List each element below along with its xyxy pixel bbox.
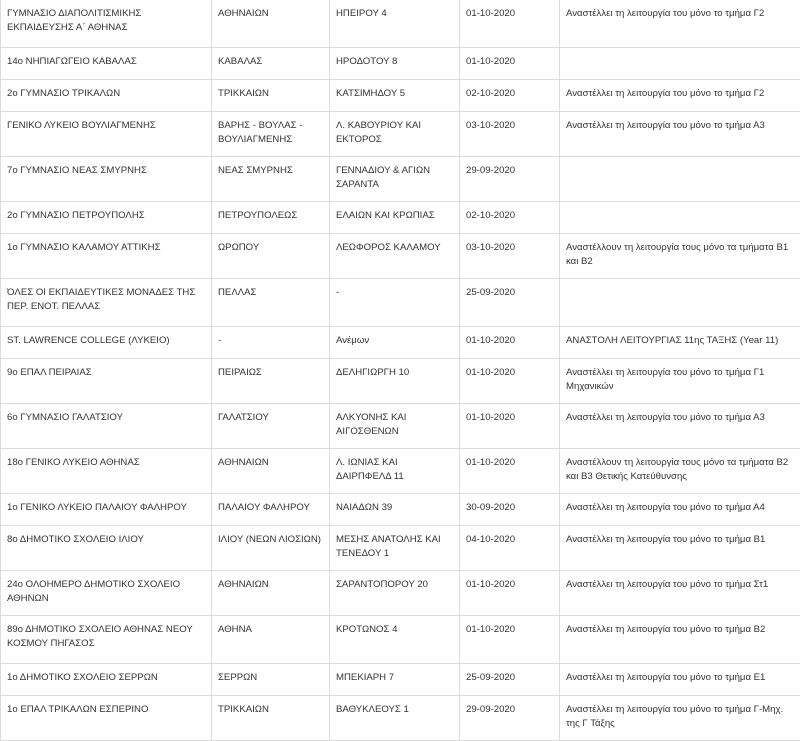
- date-cell: 30-09-2020: [460, 494, 560, 526]
- note-cell: Αναστέλλει τη λειτουργία του μόνο το τμήμα Α4: [560, 494, 800, 526]
- municipality-cell: -: [212, 327, 330, 359]
- note-cell: Αναστέλλουν τη λειτουργία τους μόνο τα τμήματα Β1 και Β2: [560, 234, 800, 279]
- school-name-cell: 9ο ΕΠΑΛ ΠΕΙΡΑΙΑΣ: [1, 359, 212, 404]
- school-name-cell: 1ο ΕΠΑΛ ΤΡΙΚΑΛΩΝ ΕΣΠΕΡΙΝΟ: [1, 696, 212, 741]
- table-row: [1, 404, 800, 449]
- school-name-cell: 8ο ΔΗΜΟΤΙΚΟ ΣΧΟΛΕΙΟ ΙΛΙΟΥ: [1, 526, 212, 571]
- municipality-cell: ΣΕΡΡΩΝ: [212, 664, 330, 696]
- school-name-cell: ST. LAWRENCE COLLEGE (ΛΥΚΕΙΟ): [1, 327, 212, 359]
- note-cell: Αναστέλλει τη λειτουργία του μόνο το τμήμα Α3: [560, 112, 800, 157]
- table-row: [1, 696, 800, 741]
- address-cell: ΓΕΝΝΑΔΙΟΥ & ΑΓΙΩΝ ΣΑΡΑΝΤΑ: [330, 157, 460, 202]
- address-cell: ΒΑΘΥΚΛΕΟΥΣ 1: [330, 696, 460, 741]
- date-cell: 01-10-2020: [460, 48, 560, 80]
- table-row: [1, 449, 800, 494]
- date-cell: 01-10-2020: [460, 359, 560, 404]
- note-cell: Αναστέλλει τη λειτουργία του μόνο το τμήμα Γ-Μηχ. της Γ Τάξης: [560, 696, 800, 741]
- table-row: [1, 359, 800, 404]
- note-cell: Αναστέλλει τη λειτουργία του μόνο το τμήμα Β2: [560, 616, 800, 664]
- date-cell: 01-10-2020: [460, 0, 560, 48]
- table-row: [1, 0, 800, 48]
- address-cell: Λ. ΚΑΒΟΥΡΙΟΥ ΚΑΙ ΕΚΤΟΡΟΣ: [330, 112, 460, 157]
- table-row: [1, 279, 800, 327]
- municipality-cell: ΤΡΙΚΚΑΙΩΝ: [212, 696, 330, 741]
- table-row: [1, 234, 800, 279]
- date-cell: 01-10-2020: [460, 616, 560, 664]
- table-row: [1, 157, 800, 202]
- school-name-cell: ΓΥΜΝΑΣΙΟ ΔΙΑΠΟΛΙΤΙΣΜΙΚΗΣ ΕΚΠΑΙΔΕΥΣΗΣ Α΄ ΑΘΗΝΑΣ: [1, 0, 212, 48]
- municipality-cell: ΒΑΡΗΣ - ΒΟΥΛΑΣ - ΒΟΥΛΙΑΓΜΕΝΗΣ: [212, 112, 330, 157]
- date-cell: 04-10-2020: [460, 526, 560, 571]
- address-cell: ΑΛΚΥΟΝΗΣ ΚΑΙ ΑΙΓΟΣΘΕΝΩΝ: [330, 404, 460, 449]
- note-cell: Αναστέλλει τη λειτουργία του μόνο το τμήμα Γ2: [560, 0, 800, 48]
- note-cell: Αναστέλλει τη λειτουργία του μόνο το τμήμα Γ2: [560, 80, 800, 112]
- note-cell: [560, 48, 800, 80]
- table-row: [1, 327, 800, 359]
- school-name-cell: 18ο ΓΕΝΙΚΟ ΛΥΚΕΙΟ ΑΘΗΝΑΣ: [1, 449, 212, 494]
- school-name-cell: 14ο ΝΗΠΙΑΓΩΓΕΙΟ ΚΑΒΑΛΑΣ: [1, 48, 212, 80]
- table-row: [1, 526, 800, 571]
- municipality-cell: ΠΕΙΡΑΙΩΣ: [212, 359, 330, 404]
- municipality-cell: ΑΘΗΝΑΙΩΝ: [212, 571, 330, 616]
- school-name-cell: 24ο ΟΛΟΗΜΕΡΟ ΔΗΜΟΤΙΚΟ ΣΧΟΛΕΙΟ ΑΘΗΝΩΝ: [1, 571, 212, 616]
- table-row: [1, 112, 800, 157]
- municipality-cell: ΠΕΤΡΟΥΠΟΛΕΩΣ: [212, 202, 330, 234]
- date-cell: 03-10-2020: [460, 234, 560, 279]
- date-cell: 02-10-2020: [460, 80, 560, 112]
- note-cell: Αναστέλλει τη λειτουργία του μόνο το τμήμα Β1: [560, 526, 800, 571]
- address-cell: Λ. ΙΩΝΙΑΣ ΚΑΙ ΔΑΙΡΠΦΕΛΔ 11: [330, 449, 460, 494]
- date-cell: 01-10-2020: [460, 449, 560, 494]
- municipality-cell: ΙΛΙΟΥ (ΝΕΩΝ ΛΙΟΣΙΩΝ): [212, 526, 330, 571]
- municipality-cell: ΑΘΗΝΑΙΩΝ: [212, 0, 330, 48]
- address-cell: ΝΑΙΑΔΩΝ 39: [330, 494, 460, 526]
- address-cell: ΚΑΤΣΙΜΗΔΟΥ 5: [330, 80, 460, 112]
- address-cell: ΣΑΡΑΝΤΟΠΟΡΟΥ 20: [330, 571, 460, 616]
- note-cell: [560, 202, 800, 234]
- school-name-cell: 1ο ΔΗΜΟΤΙΚΟ ΣΧΟΛΕΙΟ ΣΕΡΡΩΝ: [1, 664, 212, 696]
- municipality-cell: ΤΡΙΚΚΑΙΩΝ: [212, 80, 330, 112]
- school-name-cell: ΌΛΕΣ ΟΙ ΕΚΠΑΙΔΕΥΤΙΚΕΣ ΜΟΝΑΔΕΣ ΤΗΣ ΠΕΡ. ΕΝΟΤ. ΠΕΛΛΑΣ: [1, 279, 212, 327]
- date-cell: 01-10-2020: [460, 404, 560, 449]
- note-cell: [560, 279, 800, 327]
- municipality-cell: ΚΑΒΑΛΑΣ: [212, 48, 330, 80]
- address-cell: ΜΠΕΚΙΑΡΗ 7: [330, 664, 460, 696]
- table-row: [1, 616, 800, 664]
- table-row: [1, 202, 800, 234]
- municipality-cell: ΠΕΛΛΑΣ: [212, 279, 330, 327]
- address-cell: ΗΡΟΔΟΤΟΥ 8: [330, 48, 460, 80]
- municipality-cell: ΩΡΩΠΟΥ: [212, 234, 330, 279]
- address-cell: ΗΠΕΙΡΟΥ 4: [330, 0, 460, 48]
- address-cell: ΚΡΟΤΩΝΟΣ 4: [330, 616, 460, 664]
- school-name-cell: 6ο ΓΥΜΝΑΣΙΟ ΓΑΛΑΤΣΙΟΥ: [1, 404, 212, 449]
- address-cell: Ανέμων: [330, 327, 460, 359]
- date-cell: 29-09-2020: [460, 157, 560, 202]
- date-cell: 25-09-2020: [460, 664, 560, 696]
- address-cell: -: [330, 279, 460, 327]
- municipality-cell: ΠΑΛΑΙΟΥ ΦΑΛΗΡΟΥ: [212, 494, 330, 526]
- date-cell: 25-09-2020: [460, 279, 560, 327]
- address-cell: ΕΛΑΙΩΝ ΚΑΙ ΚΡΩΠΙΑΣ: [330, 202, 460, 234]
- note-cell: ΑΝΑΣΤΟΛΗ ΛΕΙΤΟΥΡΓΙΑΣ 11ης ΤΑΞΗΣ (Year 11): [560, 327, 800, 359]
- school-name-cell: ΓΕΝΙΚΟ ΛΥΚΕΙΟ ΒΟΥΛΙΑΓΜΕΝΗΣ: [1, 112, 212, 157]
- school-name-cell: 2ο ΓΥΜΝΑΣΙΟ ΠΕΤΡΟΥΠΟΛΗΣ: [1, 202, 212, 234]
- table-row: [1, 494, 800, 526]
- note-cell: [560, 157, 800, 202]
- date-cell: 01-10-2020: [460, 327, 560, 359]
- school-name-cell: 1ο ΓΕΝΙΚΟ ΛΥΚΕΙΟ ΠΑΛΑΙΟΥ ΦΑΛΗΡΟΥ: [1, 494, 212, 526]
- note-cell: Αναστέλλει τη λειτουργία του μόνο το τμήμα Στ1: [560, 571, 800, 616]
- table-row: [1, 571, 800, 616]
- municipality-cell: ΝΕΑΣ ΣΜΥΡΝΗΣ: [212, 157, 330, 202]
- note-cell: Αναστέλλει τη λειτουργία του μόνο το τμήμα Α3: [560, 404, 800, 449]
- table-row: [1, 48, 800, 80]
- date-cell: 03-10-2020: [460, 112, 560, 157]
- school-name-cell: 2ο ΓΥΜΝΑΣΙΟ ΤΡΙΚΑΛΩΝ: [1, 80, 212, 112]
- municipality-cell: ΑΘΗΝΑΙΩΝ: [212, 449, 330, 494]
- address-cell: ΜΕΣΗΣ ΑΝΑΤΟΛΗΣ ΚΑΙ ΤΕΝΕΔΟΥ 1: [330, 526, 460, 571]
- date-cell: 01-10-2020: [460, 571, 560, 616]
- municipality-cell: ΑΘΗΝΑ: [212, 616, 330, 664]
- school-name-cell: 7ο ΓΥΜΝΑΣΙΟ ΝΕΑΣ ΣΜΥΡΝΗΣ: [1, 157, 212, 202]
- table-row: [1, 80, 800, 112]
- table-row: [1, 664, 800, 696]
- note-cell: Αναστέλλουν τη λειτουργία τους μόνο τα τμήματα Β2 και Β3 Θετικής Κατεύθυνσης: [560, 449, 800, 494]
- address-cell: ΔΕΛΗΓΙΩΡΓΗ 10: [330, 359, 460, 404]
- municipality-cell: ΓΑΛΑΤΣΙΟΥ: [212, 404, 330, 449]
- address-cell: ΛΕΩΦΟΡΟΣ ΚΑΛΑΜΟΥ: [330, 234, 460, 279]
- note-cell: Αναστέλλει τη λειτουργία του μόνο το τμήμα Ε1: [560, 664, 800, 696]
- school-name-cell: 89ο ΔΗΜΟΤΙΚΟ ΣΧΟΛΕΙΟ ΑΘΗΝΑΣ ΝΕΟΥ ΚΟΣΜΟΥ ΠΗΓΑΣΟΣ: [1, 616, 212, 664]
- school-name-cell: 1ο ΓΥΜΝΑΣΙΟ ΚΑΛΑΜΟΥ ΑΤΤΙΚΗΣ: [1, 234, 212, 279]
- note-cell: Αναστέλλει τη λειτουργία του μόνο το τμήμα Γ1 Μηχανικών: [560, 359, 800, 404]
- date-cell: 29-09-2020: [460, 696, 560, 741]
- date-cell: 02-10-2020: [460, 202, 560, 234]
